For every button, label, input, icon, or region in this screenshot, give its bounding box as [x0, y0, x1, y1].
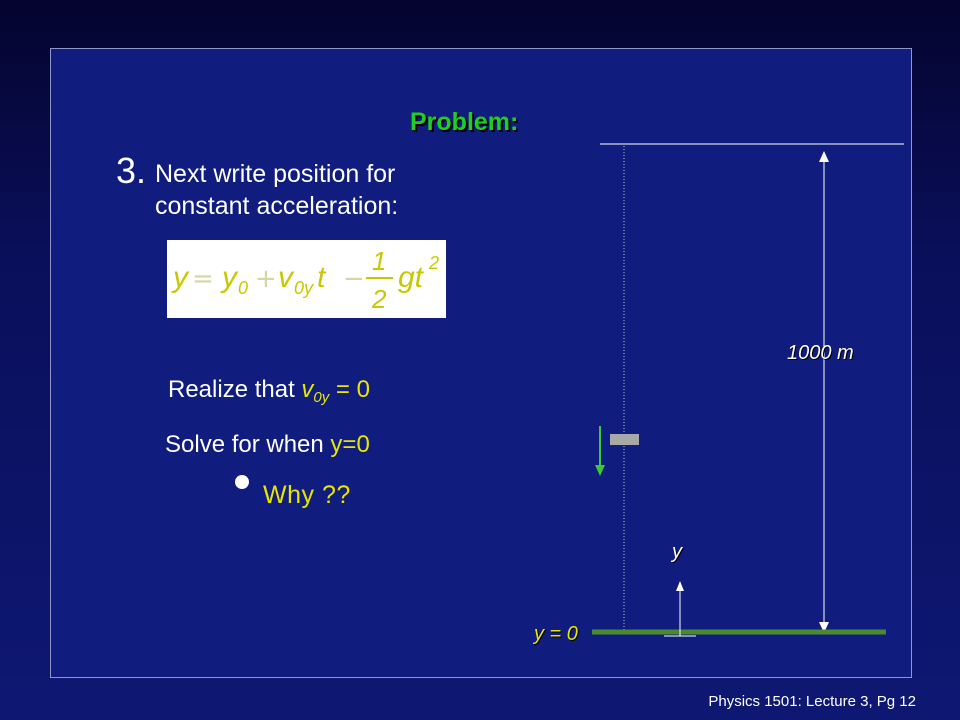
velocity-arrow-head [595, 465, 605, 476]
eq-gt: gt [398, 261, 424, 294]
step-number: 3. [116, 150, 147, 191]
eq-y0-sub: 0 [238, 278, 249, 298]
eq-frac-den: 2 [372, 284, 387, 314]
eq-t: t [317, 261, 326, 294]
eq-lhs: y [173, 261, 188, 294]
height-arrow-up [819, 151, 829, 162]
realize-sub: 0y [313, 389, 330, 406]
eq-v0y-sub: 0y [294, 278, 314, 298]
ground-label: y = 0 [534, 623, 578, 645]
eq-plus: + [255, 264, 277, 294]
realize-var: v [301, 376, 314, 403]
slide-footer: Physics 1501: Lecture 3, Pg 12 [708, 693, 916, 710]
eq-exp: 2 [429, 253, 440, 273]
realize-suffix: = 0 [329, 376, 370, 403]
solve-prefix: Solve for when [165, 431, 331, 458]
y-axis-arrow [676, 581, 684, 591]
eq-v0y: v [278, 261, 293, 294]
eq-y0: y [222, 261, 237, 294]
problem-heading: Problem: [410, 108, 519, 136]
solve-condition: y=0 [330, 431, 370, 458]
eq-frac-num: 1 [372, 246, 387, 276]
step-text: Next write position for constant acceleration: [155, 160, 399, 220]
height-label: 1000 m [787, 342, 854, 364]
eq-minus: − [343, 264, 365, 294]
why-bullet: Why ?? [263, 481, 351, 509]
realize-prefix: Realize that [168, 376, 302, 403]
falling-object [610, 434, 639, 445]
y-axis-label: y [672, 541, 682, 563]
eq-equals: = [192, 264, 214, 294]
